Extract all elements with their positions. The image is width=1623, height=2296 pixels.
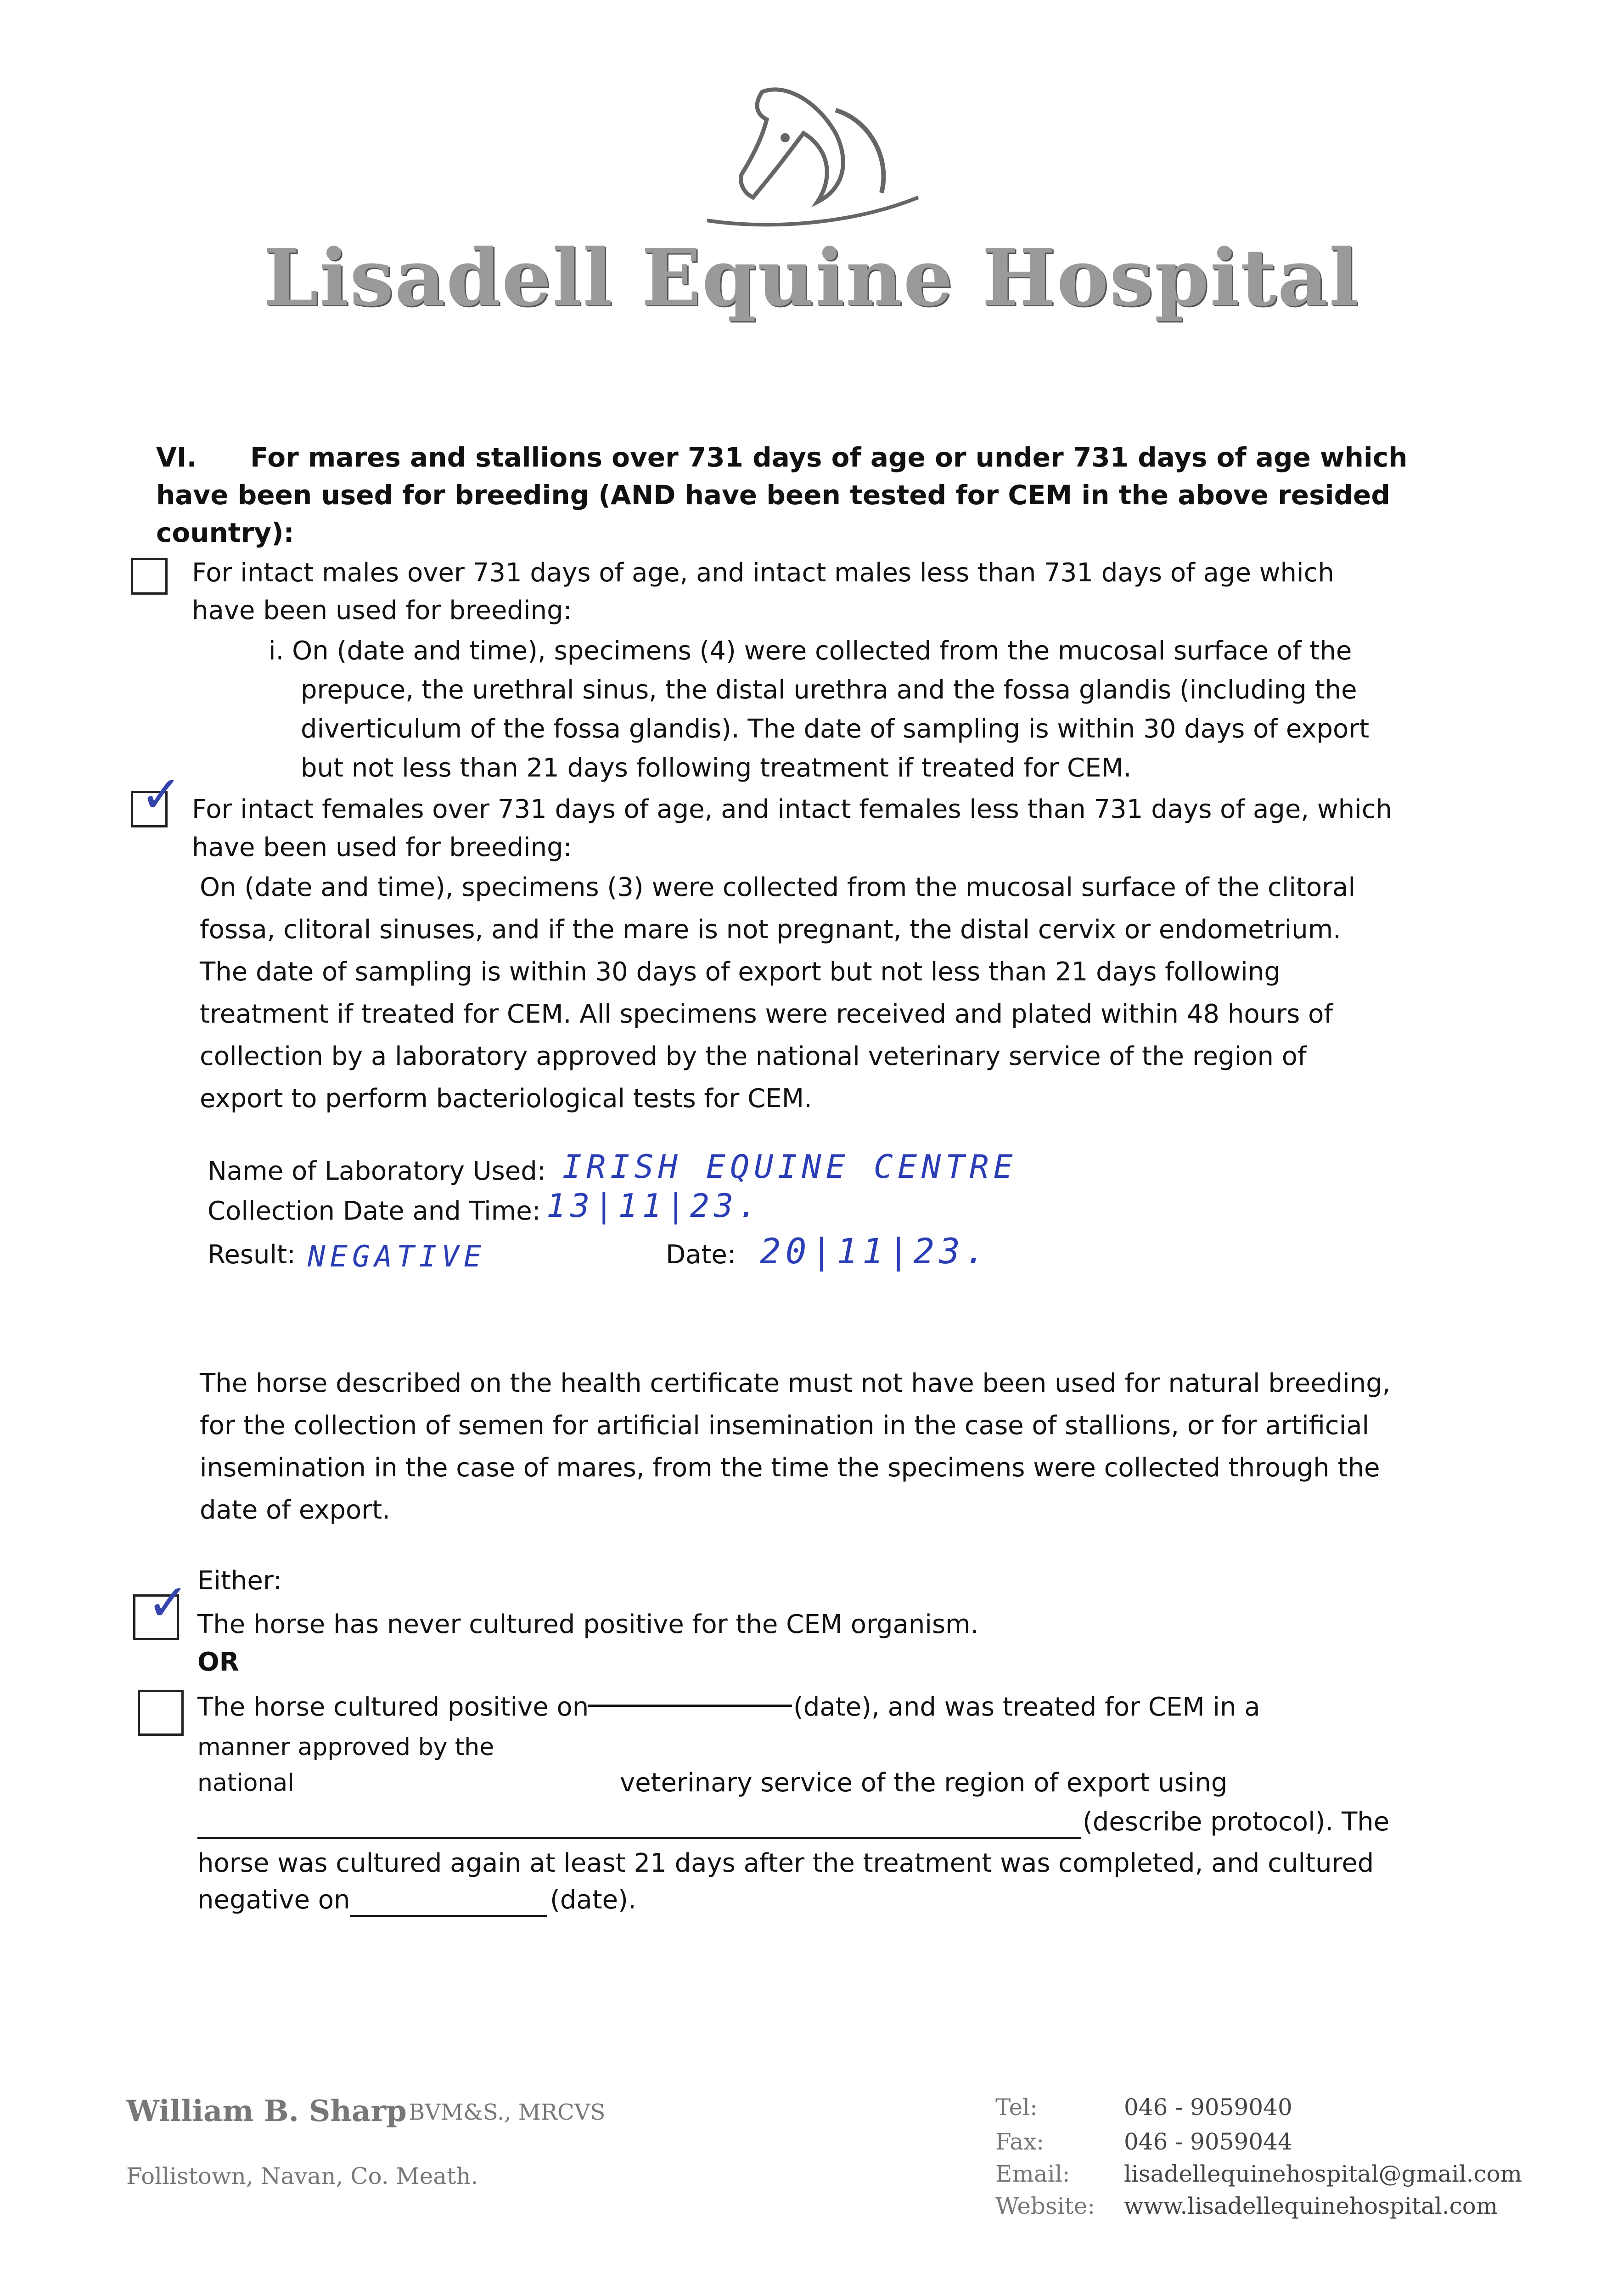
males-line1: For intact males over 731 days of age, and intact males less than 731 days of age which: [192, 558, 1334, 588]
males-item-line4: but not less than 21 days following treatment if treated for CEM.: [301, 753, 1132, 783]
section-heading-line2: have been used for breeding (AND have been tested for CEM in the above resided country):: [156, 479, 1390, 548]
address: Follistown, Navan, Co. Meath.: [126, 2163, 478, 2189]
hospital-name: Lisadell Equine Hospital: [263, 232, 1360, 324]
tel-label: Tel:: [995, 2094, 1038, 2121]
cultured-positive-text-c: manner approved by the: [197, 1733, 494, 1761]
statement-line2: for the collection of semen for artificial insemination in the case of stallions, or for artificial: [200, 1411, 1370, 1441]
statement-line1: The horse described on the health certificate must not have been used for natural breeding,: [200, 1368, 1391, 1398]
females-para-line4: treatment if treated for CEM. All specimens were received and plated within 48 hours of: [200, 999, 1333, 1029]
either-label: Either:: [197, 1566, 282, 1596]
section-numeral: VI.: [156, 442, 197, 473]
statement-line4: date of export.: [200, 1495, 391, 1525]
cultured-positive-text-h: negative on: [197, 1885, 350, 1915]
statement-line3: insemination in the case of mares, from the time the specimens were collected through the: [200, 1453, 1380, 1483]
cultured-positive-text-e: veterinary service of the region of export using: [620, 1768, 1228, 1798]
females-para-line3: The date of sampling is within 30 days of export but not less than 21 days following: [200, 957, 1280, 987]
males-checkbox[interactable]: [131, 558, 168, 595]
females-para-line6: export to perform bacteriological tests for CEM.: [200, 1084, 812, 1114]
never-positive-text: The horse has never cultured positive for the CEM organism.: [197, 1609, 979, 1639]
females-para-line2: fossa, clitoral sinuses, and if the mare is not pregnant, the distal cervix or endometrium.: [200, 915, 1342, 945]
result-value[interactable]: NEGATIVE: [308, 1240, 486, 1274]
males-line2: have been used for breeding:: [192, 596, 572, 625]
cultured-positive-text-f: (describe protocol). The: [1083, 1807, 1390, 1837]
positive-date-blank[interactable]: [588, 1705, 792, 1707]
horse-head-icon: [698, 83, 937, 234]
females-para-line1: On (date and time), specimens (3) were collected from the mucosal surface of the clitoral: [200, 872, 1356, 902]
never-positive-check-mark-icon: ✓: [147, 1573, 190, 1632]
section-heading-line1: For mares and stallions over 731 days of age or under 731 days of age which: [250, 442, 1408, 473]
result-date-value[interactable]: 20|11|23.: [760, 1231, 990, 1272]
protocol-blank[interactable]: [197, 1837, 1081, 1839]
result-label: Result:: [208, 1240, 296, 1270]
males-item-line1: i. On (date and time), specimens (4) were collected from the mucosal surface of the: [269, 636, 1352, 666]
males-item-line3: diverticulum of the fossa glandis). The date of sampling is within 30 days of export: [301, 714, 1370, 744]
website-link[interactable]: www.lisadellequinehospital.com: [1124, 2193, 1498, 2219]
result-date-label: Date:: [666, 1240, 736, 1270]
vet-name: William B. Sharp: [126, 2094, 407, 2128]
cultured-positive-text-a: The horse cultured positive on: [197, 1692, 589, 1722]
website-label: Website:: [995, 2193, 1095, 2219]
collection-date-label: Collection Date and Time:: [208, 1196, 541, 1226]
cultured-positive-checkbox[interactable]: [138, 1690, 184, 1736]
cultured-positive-text-g: horse was cultured again at least 21 days after the treatment was completed, and cultured: [197, 1848, 1374, 1878]
email-label: Email:: [995, 2161, 1070, 2187]
or-label: OR: [197, 1647, 239, 1677]
email-link[interactable]: lisadellequinehospital@gmail.com: [1124, 2161, 1522, 2187]
females-line2: have been used for breeding:: [192, 833, 572, 862]
cultured-positive-text-d: national: [197, 1769, 294, 1797]
females-check-mark-icon: ✓: [140, 765, 183, 824]
vet-qualifications: BVM&S., MRCVS: [409, 2099, 606, 2125]
lab-name-value[interactable]: IRISH EQUINE CENTRE: [562, 1148, 1017, 1186]
tel-value: 046 - 9059040: [1124, 2094, 1292, 2121]
cultured-positive-text-b: (date), and was treated for CEM in a: [793, 1692, 1260, 1722]
males-item-line2: prepuce, the urethral sinus, the distal urethra and the fossa glandis (including the: [301, 675, 1357, 705]
negative-date-blank[interactable]: [350, 1915, 547, 1917]
fax-value: 046 - 9059044: [1124, 2128, 1292, 2155]
cultured-positive-text-i: (date).: [550, 1885, 636, 1915]
females-para-line5: collection by a laboratory approved by the national veterinary service of the region of: [200, 1041, 1307, 1071]
lab-name-label: Name of Laboratory Used:: [208, 1156, 546, 1186]
females-line1: For intact females over 731 days of age, and intact females less than 731 days of age, which: [192, 794, 1393, 824]
fax-label: Fax:: [995, 2128, 1045, 2155]
collection-date-value[interactable]: 13|11|23.: [546, 1187, 762, 1225]
